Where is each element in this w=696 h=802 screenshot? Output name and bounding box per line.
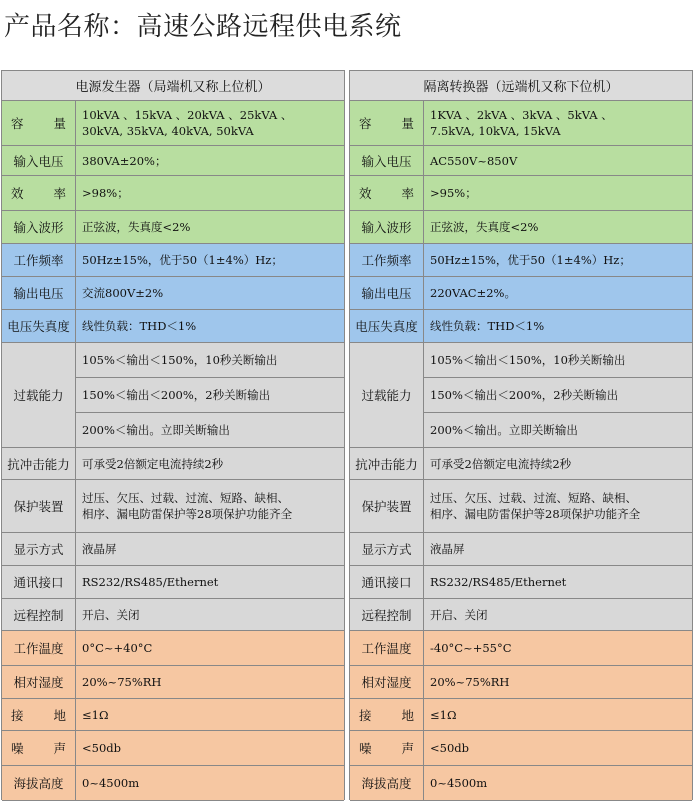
spec-label: 过载能力: [2, 343, 76, 447]
spec-label: 噪 声: [2, 731, 76, 765]
spec-value: [76, 277, 344, 309]
spec-value: [424, 480, 692, 532]
spec-row: [2, 731, 344, 766]
spec-value: [76, 699, 344, 730]
spec-value-line: 10kVA 、15kVA 、20kVA 、25kVA 、: [82, 108, 293, 122]
spec-value: [424, 599, 692, 630]
spec-value-line: 200%＜输出。立即关断输出: [430, 423, 578, 437]
generator-spec-table: [1, 70, 345, 800]
spec-value: [424, 533, 692, 565]
spec-value-line: 正弦波，失真度<2%: [82, 220, 191, 234]
spec-row: [350, 211, 692, 244]
spec-value-line: 相序、漏电防雷保护等28项保护功能齐全: [82, 507, 293, 521]
spec-label: 远程控制: [350, 599, 424, 630]
spec-value: [424, 277, 692, 309]
spec-value: [76, 566, 344, 598]
spec-value: [76, 631, 344, 665]
spec-value-line: >95%；: [430, 186, 477, 200]
spec-value-line: 1KVA 、2kVA 、3kVA 、5kVA 、: [430, 108, 613, 122]
spec-label: 输出电压: [350, 277, 424, 309]
spec-row: [350, 599, 692, 631]
spec-row: [350, 731, 692, 766]
spec-value: [424, 101, 692, 145]
spec-label: 效 率: [2, 176, 76, 210]
spec-value: [76, 666, 344, 698]
spec-label: 保护装置: [2, 480, 76, 532]
spec-label: 远程控制: [2, 599, 76, 630]
spec-value-line: >98%；: [82, 186, 129, 200]
spec-row: [2, 146, 344, 176]
spec-value-line: 线性负载：THD＜1%: [82, 319, 197, 333]
spec-value: [76, 731, 344, 765]
spec-row: [2, 699, 344, 731]
spec-value-line: 150%＜输出＜200%，2秒关断输出: [76, 378, 344, 413]
spec-row: [2, 343, 344, 448]
spec-value: [424, 448, 692, 479]
spec-label: 抗冲击能力: [350, 448, 424, 479]
spec-label: 显示方式: [2, 533, 76, 565]
spec-label: 电压失真度: [2, 310, 76, 342]
spec-value-line: 30kVA, 35kVA, 40kVA, 50kVA: [82, 124, 254, 138]
spec-value: [424, 666, 692, 698]
spec-label: 工作温度: [2, 631, 76, 665]
converter-spec-table: [349, 70, 693, 800]
spec-label: 通讯接口: [350, 566, 424, 598]
spec-value-line: 380VA±20%；: [82, 153, 167, 168]
spec-row: [350, 277, 692, 310]
spec-label: 抗冲击能力: [2, 448, 76, 479]
spec-row: [350, 766, 692, 801]
spec-label: 工作频率: [2, 244, 76, 276]
spec-row: [350, 448, 692, 480]
spec-value-line: 20%~75%RH: [430, 675, 510, 689]
spec-label: 接 地: [2, 699, 76, 730]
spec-row: [2, 176, 344, 211]
spec-row: [350, 244, 692, 277]
spec-value: [76, 766, 344, 800]
spec-value: [76, 244, 344, 276]
spec-value-line: 可承受2倍额定电流持续2秒: [82, 456, 224, 471]
spec-value-line: 液晶屏: [430, 542, 465, 556]
spec-label: 输入电压: [2, 146, 76, 175]
spec-row: [2, 599, 344, 631]
spec-value-line: ≤1Ω: [430, 707, 457, 722]
spec-row: [2, 211, 344, 244]
spec-row: [2, 448, 344, 480]
spec-value-line: 50Hz±15%，优于50（1±4%）Hz；: [82, 253, 283, 267]
spec-row: [2, 666, 344, 699]
spec-value: [424, 631, 692, 665]
spec-label: 噪 声: [350, 731, 424, 765]
spec-row: [2, 244, 344, 277]
spec-value-line: 220VAC±2%。: [430, 286, 516, 300]
spec-value-line: 过压、欠压、过载、过流、短路、缺相、: [430, 491, 637, 505]
spec-label: 输入电压: [350, 146, 424, 175]
spec-label: 相对湿度: [350, 666, 424, 698]
spec-value-line: <50db: [82, 741, 121, 755]
spec-value-line: 7.5kVA, 10kVA, 15kVA: [430, 124, 561, 138]
spec-value-line: 开启、关闭: [82, 607, 140, 622]
spec-value-line: 正弦波，失真度<2%: [430, 220, 539, 234]
spec-row: [350, 146, 692, 176]
table-header: [2, 71, 344, 101]
spec-value: [76, 343, 344, 447]
spec-label: 接 地: [350, 699, 424, 730]
spec-label: 海拔高度: [350, 766, 424, 800]
spec-value: [76, 146, 344, 175]
spec-value: [424, 731, 692, 765]
spec-value-line: RS232/RS485/Ethernet: [430, 575, 567, 589]
spec-value-line: 0~4500m: [82, 776, 140, 790]
spec-value-line: 0~4500m: [430, 776, 488, 790]
spec-value: [76, 599, 344, 630]
spec-value: [424, 244, 692, 276]
spec-value-line: 相序、漏电防雷保护等28项保护功能齐全: [430, 507, 641, 521]
spec-row: [350, 631, 692, 666]
spec-label: 海拔高度: [2, 766, 76, 800]
page-title: 产品名称：高速公路远程供电系统: [4, 12, 402, 42]
spec-label: 过载能力: [350, 343, 424, 447]
spec-value: [424, 766, 692, 800]
spec-row: [2, 533, 344, 566]
spec-value: [76, 533, 344, 565]
spec-label: 容 量: [350, 101, 424, 145]
spec-value: [76, 176, 344, 210]
spec-value-line: 可承受2倍额定电流持续2秒: [430, 456, 572, 471]
spec-value: [424, 699, 692, 730]
spec-value-line: 150%＜输出＜200%，2秒关断输出: [424, 378, 692, 413]
spec-value-line: 105%＜输出＜150%，10秒关断输出: [76, 343, 344, 378]
spec-value: [424, 146, 692, 175]
spec-label: 电压失真度: [350, 310, 424, 342]
spec-label: 输出电压: [2, 277, 76, 309]
table-header-title: 隔离转换器（远端机又称下位机）: [423, 80, 619, 95]
spec-row: [350, 480, 692, 533]
spec-row: [2, 766, 344, 801]
spec-row: [2, 101, 344, 146]
spec-value: [76, 448, 344, 479]
spec-value: [424, 211, 692, 243]
spec-label: 相对湿度: [2, 666, 76, 698]
spec-value: [424, 176, 692, 210]
spec-value-line: 105%＜输出＜150%，10秒关断输出: [424, 343, 692, 378]
table-header: [350, 71, 692, 101]
spec-value-line: 交流800V±2%: [82, 286, 164, 300]
spec-label: 通讯接口: [2, 566, 76, 598]
spec-value-line: -40°C~+55°C: [430, 641, 512, 655]
spec-value-line: 50Hz±15%，优于50（1±4%）Hz；: [430, 253, 631, 267]
table-header-title: 电源发生器（局端机又称上位机）: [75, 80, 271, 95]
spec-value-line: 过压、欠压、过载、过流、短路、缺相、: [82, 491, 289, 505]
spec-value: [76, 211, 344, 243]
spec-value: [76, 101, 344, 145]
spec-label: 工作频率: [350, 244, 424, 276]
spec-row: [2, 310, 344, 343]
spec-label: 输入波形: [350, 211, 424, 243]
spec-row: [350, 699, 692, 731]
spec-row: [350, 101, 692, 146]
spec-label: 输入波形: [2, 211, 76, 243]
spec-value-line: AC550V~850V: [430, 153, 518, 168]
spec-value: [424, 343, 692, 447]
spec-value: [424, 566, 692, 598]
spec-value-line: 200%＜输出。立即关断输出: [82, 423, 230, 437]
spec-label: 显示方式: [350, 533, 424, 565]
spec-row: [350, 310, 692, 343]
spec-value-line: 线性负载：THD＜1%: [430, 319, 545, 333]
spec-value: [76, 480, 344, 532]
spec-value-line: 液晶屏: [82, 542, 117, 556]
spec-label: 效 率: [350, 176, 424, 210]
spec-row: [350, 566, 692, 599]
spec-row: [2, 566, 344, 599]
spec-row: [2, 277, 344, 310]
spec-row: [350, 343, 692, 448]
spec-value: [76, 310, 344, 342]
spec-value-line: 开启、关闭: [430, 607, 488, 622]
spec-label: 容 量: [2, 101, 76, 145]
spec-value-line: RS232/RS485/Ethernet: [82, 575, 219, 589]
spec-value: [424, 310, 692, 342]
spec-label: 保护装置: [350, 480, 424, 532]
spec-value-line: ≤1Ω: [82, 707, 109, 722]
spec-row: [350, 176, 692, 211]
spec-row: [2, 631, 344, 666]
spec-row: [350, 533, 692, 566]
spec-value-line: 0°C~+40°C: [82, 641, 153, 655]
spec-value-line: <50db: [430, 741, 469, 755]
spec-row: [2, 480, 344, 533]
spec-row: [350, 666, 692, 699]
spec-label: 工作温度: [350, 631, 424, 665]
spec-value-line: 20%~75%RH: [82, 675, 162, 689]
